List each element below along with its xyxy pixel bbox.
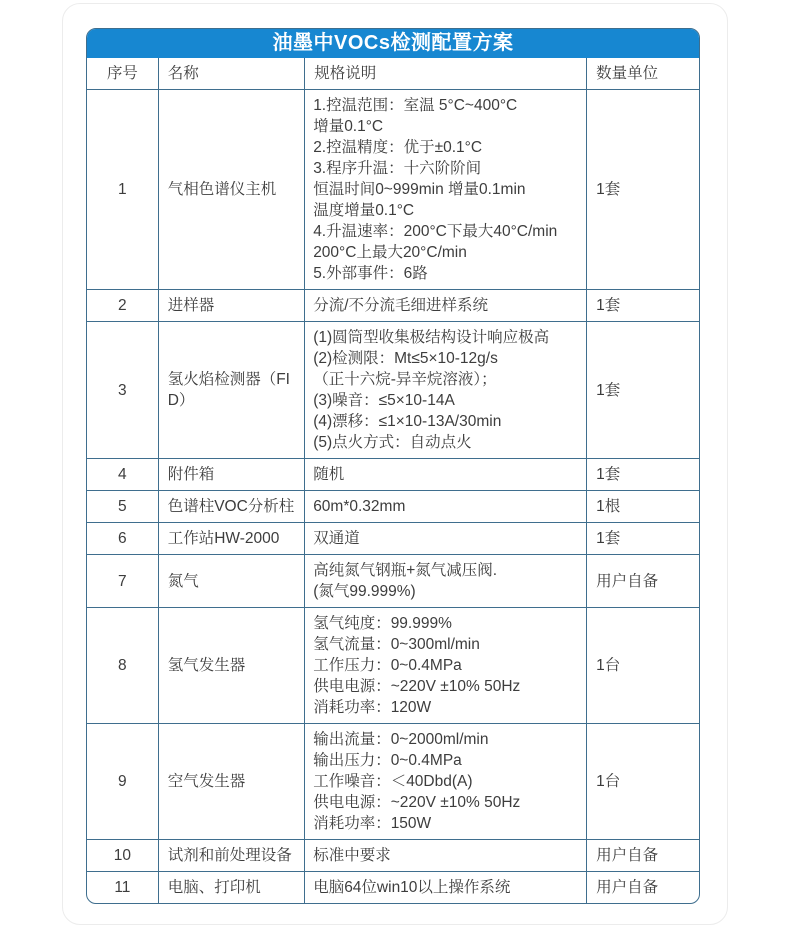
item-name: 试剂和前处理设备 (158, 840, 304, 872)
row-serial-number: 7 (87, 555, 158, 608)
table-row (87, 555, 699, 608)
item-name: 进样器 (158, 290, 304, 322)
item-specification (305, 555, 587, 608)
item-name: 工作站HW-2000 (158, 523, 304, 555)
spec-line: 消耗功率：120W (313, 699, 432, 716)
spec-line: 增量0.1°C (313, 118, 384, 135)
spec-line: 工作压力：0~0.4MPa (313, 657, 462, 674)
spec-line: 3.程序升温：十六阶阶间 (313, 160, 482, 177)
table-row (87, 491, 699, 523)
table-row (87, 840, 699, 872)
item-specification (305, 724, 587, 840)
item-name: 电脑、打印机 (158, 872, 304, 904)
spec-line: 电脑64位win10以上操作系统 (313, 879, 511, 896)
header-serial-number: 序号 (87, 58, 158, 90)
row-serial-number: 4 (87, 459, 158, 491)
header-quantity-unit: 数量单位 (587, 58, 699, 90)
spec-line: 分流/不分流毛细进样系统 (313, 297, 488, 314)
item-name: 氢火焰检测器（FID） (158, 322, 304, 459)
item-specification (305, 90, 587, 290)
row-serial-number: 11 (87, 872, 158, 904)
item-quantity: 用户自备 (587, 872, 699, 904)
item-specification (305, 322, 587, 459)
row-serial-number: 2 (87, 290, 158, 322)
row-serial-number: 9 (87, 724, 158, 840)
item-specification (305, 840, 587, 872)
table-title: 油墨中VOCs检测配置方案 (87, 29, 699, 58)
spec-line: （正十六烷-异辛烷溶液）； (313, 371, 497, 388)
row-serial-number: 5 (87, 491, 158, 523)
table-row (87, 608, 699, 724)
spec-line: 输出流量：0~2000ml/min (313, 731, 489, 748)
spec-line: 氢气纯度：99.999% (313, 615, 452, 632)
spec-line: 60m*0.32mm (313, 498, 406, 515)
item-quantity: 1台 (587, 608, 699, 724)
table-row (87, 872, 699, 904)
table-row (87, 290, 699, 322)
spec-line: 标准中要求 (313, 847, 391, 864)
spec-line: 工作噪音：＜40Dbd(A) (313, 773, 473, 790)
spec-line: 消耗功率：150W (313, 815, 432, 832)
item-name: 附件箱 (158, 459, 304, 491)
row-serial-number: 1 (87, 90, 158, 290)
item-quantity: 用户自备 (587, 555, 699, 608)
spec-line: 恒温时间0~999min 增量0.1min (313, 181, 526, 198)
table-row (87, 90, 699, 290)
config-table-card (86, 28, 700, 904)
item-quantity: 1台 (587, 724, 699, 840)
item-name: 色谱柱VOC分析柱 (158, 491, 304, 523)
row-serial-number: 8 (87, 608, 158, 724)
header-specification: 规格说明 (305, 58, 587, 90)
table-row (87, 459, 699, 491)
item-quantity: 1套 (587, 290, 699, 322)
spec-line: (4)漂移：≤1×10-13A/30min (313, 413, 502, 430)
spec-line: (氮气99.999%) (313, 583, 416, 600)
item-specification (305, 290, 587, 322)
item-quantity: 1套 (587, 459, 699, 491)
spec-line: 氢气流量：0~300ml/min (313, 636, 480, 653)
row-serial-number: 10 (87, 840, 158, 872)
spec-line: 供电电源：~220V ±10% 50Hz (313, 794, 521, 811)
spec-line: 温度增量0.1°C (313, 202, 415, 219)
item-specification (305, 872, 587, 904)
spec-line: 输出压力：0~0.4MPa (313, 752, 462, 769)
item-quantity: 用户自备 (587, 840, 699, 872)
spec-line: 双通道 (313, 530, 360, 547)
row-serial-number: 3 (87, 322, 158, 459)
spec-line: (5)点火方式：自动点火 (313, 434, 472, 451)
item-specification (305, 491, 587, 523)
table-row (87, 322, 699, 459)
spec-line: (2)检测限：Mt≤5×10-12g/s (313, 350, 498, 367)
header-row (87, 58, 699, 90)
item-name: 空气发生器 (158, 724, 304, 840)
spec-line: 高纯氮气钢瓶+氮气减压阀. (313, 562, 498, 579)
header-name: 名称 (158, 58, 304, 90)
item-specification (305, 523, 587, 555)
item-name: 气相色谱仪主机 (158, 90, 304, 290)
item-quantity: 1根 (587, 491, 699, 523)
spec-line: 2.控温精度：优于±0.1°C (313, 139, 483, 156)
item-quantity: 1套 (587, 322, 699, 459)
item-quantity: 1套 (587, 523, 699, 555)
spec-line: 随机 (313, 466, 345, 483)
spec-line: 1.控温范围：室温 5°C~400°C (313, 97, 518, 114)
config-table (87, 58, 699, 903)
spec-line: (1)圆筒型收集极结构设计响应极高 (313, 329, 550, 346)
item-name: 氮气 (158, 555, 304, 608)
item-name: 氢气发生器 (158, 608, 304, 724)
page-card (62, 3, 728, 925)
spec-line: (3)噪音：≤5×10-14A (313, 392, 455, 409)
spec-line: 200°C上最大20°C/min (313, 244, 467, 261)
item-quantity: 1套 (587, 90, 699, 290)
spec-line: 供电电源：~220V ±10% 50Hz (313, 678, 521, 695)
spec-line: 4.升温速率：200°C下最大40°C/min (313, 223, 558, 240)
item-specification (305, 608, 587, 724)
table-row (87, 523, 699, 555)
item-specification (305, 459, 587, 491)
row-serial-number: 6 (87, 523, 158, 555)
table-row (87, 724, 699, 840)
spec-line: 5.外部事件：6路 (313, 265, 428, 282)
